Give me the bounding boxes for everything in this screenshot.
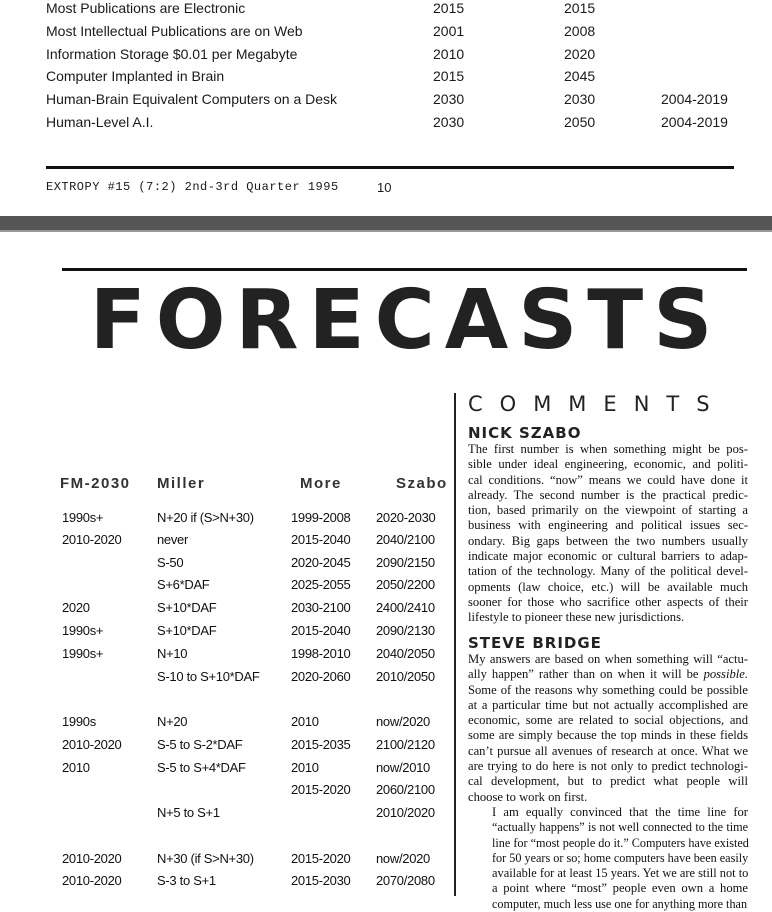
top-table-cell: 2015 — [564, 0, 596, 16]
text-line: lifestyle to pioneer these new jurisdictions. — [468, 610, 685, 625]
text-line: for 50 years or so; home computers have been easily — [492, 850, 749, 865]
forecast-cell-szabo: 2090/2150 — [376, 555, 435, 570]
top-table-label: Human-Brain Equivalent Computers on a Desk — [46, 91, 338, 107]
text-line: line for “most people do it.” Computers have existed — [492, 835, 749, 850]
page-number: 10 — [377, 180, 392, 195]
forecast-cell-more: 1998-2010 — [291, 646, 351, 661]
header-szabo: Szabo — [396, 475, 448, 492]
forecast-cell-szabo: 2040/2050 — [376, 646, 435, 661]
text-line: economic, some are related to social objections, and — [468, 713, 748, 728]
forecast-cell-more: 2015-2020 — [291, 782, 351, 797]
forecast-cell-fm: 2010-2020 — [62, 737, 122, 752]
text-line: “actually happens” is not well connected to the time — [492, 820, 748, 835]
header-fm2030: FM-2030 — [60, 475, 131, 492]
forecast-cell-szabo: now/2020 — [376, 851, 430, 866]
forecast-cell-miller: S+10*DAF — [157, 623, 217, 638]
top-table-cell: 2001 — [433, 23, 465, 39]
forecast-cell-fm: 2010-2020 — [62, 873, 122, 888]
headline-rule — [62, 268, 747, 271]
top-table-cell: 2010 — [433, 46, 465, 62]
forecast-cell-more: 2010 — [291, 714, 319, 729]
forecast-cell-szabo: 2100/2120 — [376, 737, 435, 752]
forecast-cell-szabo: 2060/2100 — [376, 782, 435, 797]
top-table-cell: 2004-2019 — [661, 91, 728, 107]
forecast-cell-szabo: 2400/2410 — [376, 600, 435, 615]
header-more: More — [300, 475, 342, 492]
text-line: choose to work on first. — [468, 789, 588, 804]
forecast-cell-more: 2015-2035 — [291, 737, 351, 752]
forecast-cell-fm: 1990s+ — [62, 510, 104, 525]
forecast-cell-fm: 2010-2020 — [62, 532, 122, 547]
forecast-cell-more: 2015-2040 — [291, 623, 351, 638]
forecast-cell-szabo: 2070/2080 — [376, 873, 435, 888]
page-gap-shadow — [0, 230, 772, 232]
top-table-label: Human-Level A.I. — [46, 114, 154, 130]
top-table-cell: 2008 — [564, 23, 596, 39]
text-line: I am equally convinced that the time line for — [492, 805, 748, 819]
top-table-cell: 2030 — [564, 91, 596, 107]
top-table-label: Information Storage $0.01 per Megabyte — [46, 46, 298, 62]
text-line: cal development, but to predict what people will — [468, 774, 748, 789]
forecast-cell-miller: S-5 to S+4*DAF — [157, 760, 246, 775]
page-title: FORECASTS — [89, 273, 723, 368]
top-table-cell: 2050 — [564, 114, 596, 130]
header-miller: Miller — [157, 475, 206, 492]
forecast-cell-szabo: now/2020 — [376, 714, 430, 729]
forecast-cell-miller: S-5 to S-2*DAF — [157, 737, 243, 752]
author-steve-bridge: STEVE BRIDGE — [468, 634, 602, 652]
forecast-cell-miller: S-10 to S+10*DAF — [157, 669, 260, 684]
forecast-cell-miller: N+20 if (S>N+30) — [157, 510, 254, 525]
forecast-cell-miller: S+6*DAF — [157, 577, 210, 592]
forecast-cell-miller: never — [157, 532, 189, 547]
forecast-cell-more: 2015-2030 — [291, 873, 351, 888]
text-line: sooner for those who sacrifice other aspects of their — [468, 594, 748, 609]
text-line: are trying to do here is not only to predict technologi- — [468, 759, 748, 774]
forecast-cell-miller: N+10 — [157, 646, 188, 661]
text-line: opments (law choice, etc.) will be available much — [468, 579, 748, 594]
forecast-cell-more: 2010 — [291, 760, 319, 775]
forecast-cell-fm: 1990s+ — [62, 646, 104, 661]
forecast-cell-fm: 1990s — [62, 714, 96, 729]
forecast-cell-fm: 2020 — [62, 600, 90, 615]
text-line: ally happen” rather than on when it will be possible. — [468, 667, 748, 682]
forecast-cell-more: 1999-2008 — [291, 510, 351, 525]
top-table-cell: 2030 — [433, 114, 465, 130]
forecast-cell-fm: 1990s+ — [62, 623, 104, 638]
text-line: some are simply because the top minds in these fields — [468, 728, 748, 743]
top-table-cell: 2030 — [433, 91, 465, 107]
forecast-cell-miller: N+5 to S+1 — [157, 805, 220, 820]
top-table-cell: 2004-2019 — [661, 114, 728, 130]
text-line: tion, based primarily on the viewpoint of starting a — [468, 503, 748, 518]
comments-heading: COMMENTS — [468, 392, 727, 416]
page-gap — [0, 216, 772, 230]
bridge-comment-paragraph-1 — [468, 652, 748, 805]
top-table-label: Computer Implanted in Brain — [46, 68, 225, 84]
forecast-cell-more: 2020-2045 — [291, 555, 351, 570]
text-line: sible under ideal engineering, economic, and politi- — [468, 457, 748, 472]
author-nick-szabo: NICK SZABO — [468, 424, 582, 442]
forecast-cell-miller: N+30 (if S>N+30) — [157, 851, 254, 866]
text-line: a point where “most” people even own a home — [492, 881, 748, 896]
text-line: cal conditions. “now” means we could have done it — [468, 472, 748, 487]
forecast-cell-miller: S+10*DAF — [157, 600, 217, 615]
footer-journal: EXTROPY #15 (7:2) 2nd-3rd Quarter 1995 — [46, 180, 339, 194]
text-line: at a particular time but not actually accomplished are — [468, 697, 748, 712]
column-divider — [454, 393, 456, 896]
text-line: already. The second number is the practical predic- — [468, 487, 748, 502]
forecast-cell-szabo: 2010/2020 — [376, 805, 435, 820]
text-line: can’t pursue all avenues of research at once. What we — [468, 743, 748, 758]
szabo-comment — [468, 442, 748, 626]
text-line: computer, much less use one for anything more than — [492, 896, 748, 911]
footer-rule — [46, 166, 734, 169]
text-line: business with engineering and political issues sec- — [468, 518, 748, 533]
top-table-label: Most Intellectual Publications are on Web — [46, 23, 303, 39]
forecast-cell-szabo: 2010/2050 — [376, 669, 435, 684]
top-table-cell: 2015 — [433, 68, 465, 84]
forecast-cell-szabo: 2050/2200 — [376, 577, 435, 592]
forecast-cell-szabo: 2020-2030 — [376, 510, 436, 525]
forecast-cell-more: 2020-2060 — [291, 669, 351, 684]
forecast-cell-miller: N+20 — [157, 714, 188, 729]
previous-page — [0, 0, 772, 216]
text-line: The first number is when something might be pos- — [468, 442, 748, 456]
top-table-cell: 2015 — [433, 0, 465, 16]
text-line: My answers are based on when something will “actu- — [468, 652, 748, 666]
forecast-cell-miller: S-50 — [157, 555, 184, 570]
text-line: ondary. Big gaps between the two numbers usually — [468, 533, 748, 548]
top-table-cell: 2045 — [564, 68, 596, 84]
text-line: tation of the technology. Many of the political devel- — [468, 564, 748, 579]
text-line: available for at least 15 years. Yet we are still not to — [492, 866, 749, 881]
forecast-cell-miller: S-3 to S+1 — [157, 873, 216, 888]
top-table-cell: 2020 — [564, 46, 596, 62]
forecast-cell-fm: 2010 — [62, 760, 90, 775]
forecast-cell-more: 2015-2020 — [291, 851, 351, 866]
forecast-cell-more: 2025-2055 — [291, 577, 351, 592]
text-line: indicate major economic or cultural barriers to adap- — [468, 549, 748, 564]
text-line: Some of the reasons why something could be possible — [468, 682, 748, 697]
top-table-label: Most Publications are Electronic — [46, 0, 246, 16]
forecast-cell-more: 2015-2040 — [291, 532, 351, 547]
forecast-cell-szabo: now/2010 — [376, 760, 430, 775]
forecast-cell-szabo: 2090/2130 — [376, 623, 435, 638]
forecast-cell-fm: 2010-2020 — [62, 851, 122, 866]
forecast-cell-more: 2030-2100 — [291, 600, 351, 615]
forecast-cell-szabo: 2040/2100 — [376, 532, 435, 547]
